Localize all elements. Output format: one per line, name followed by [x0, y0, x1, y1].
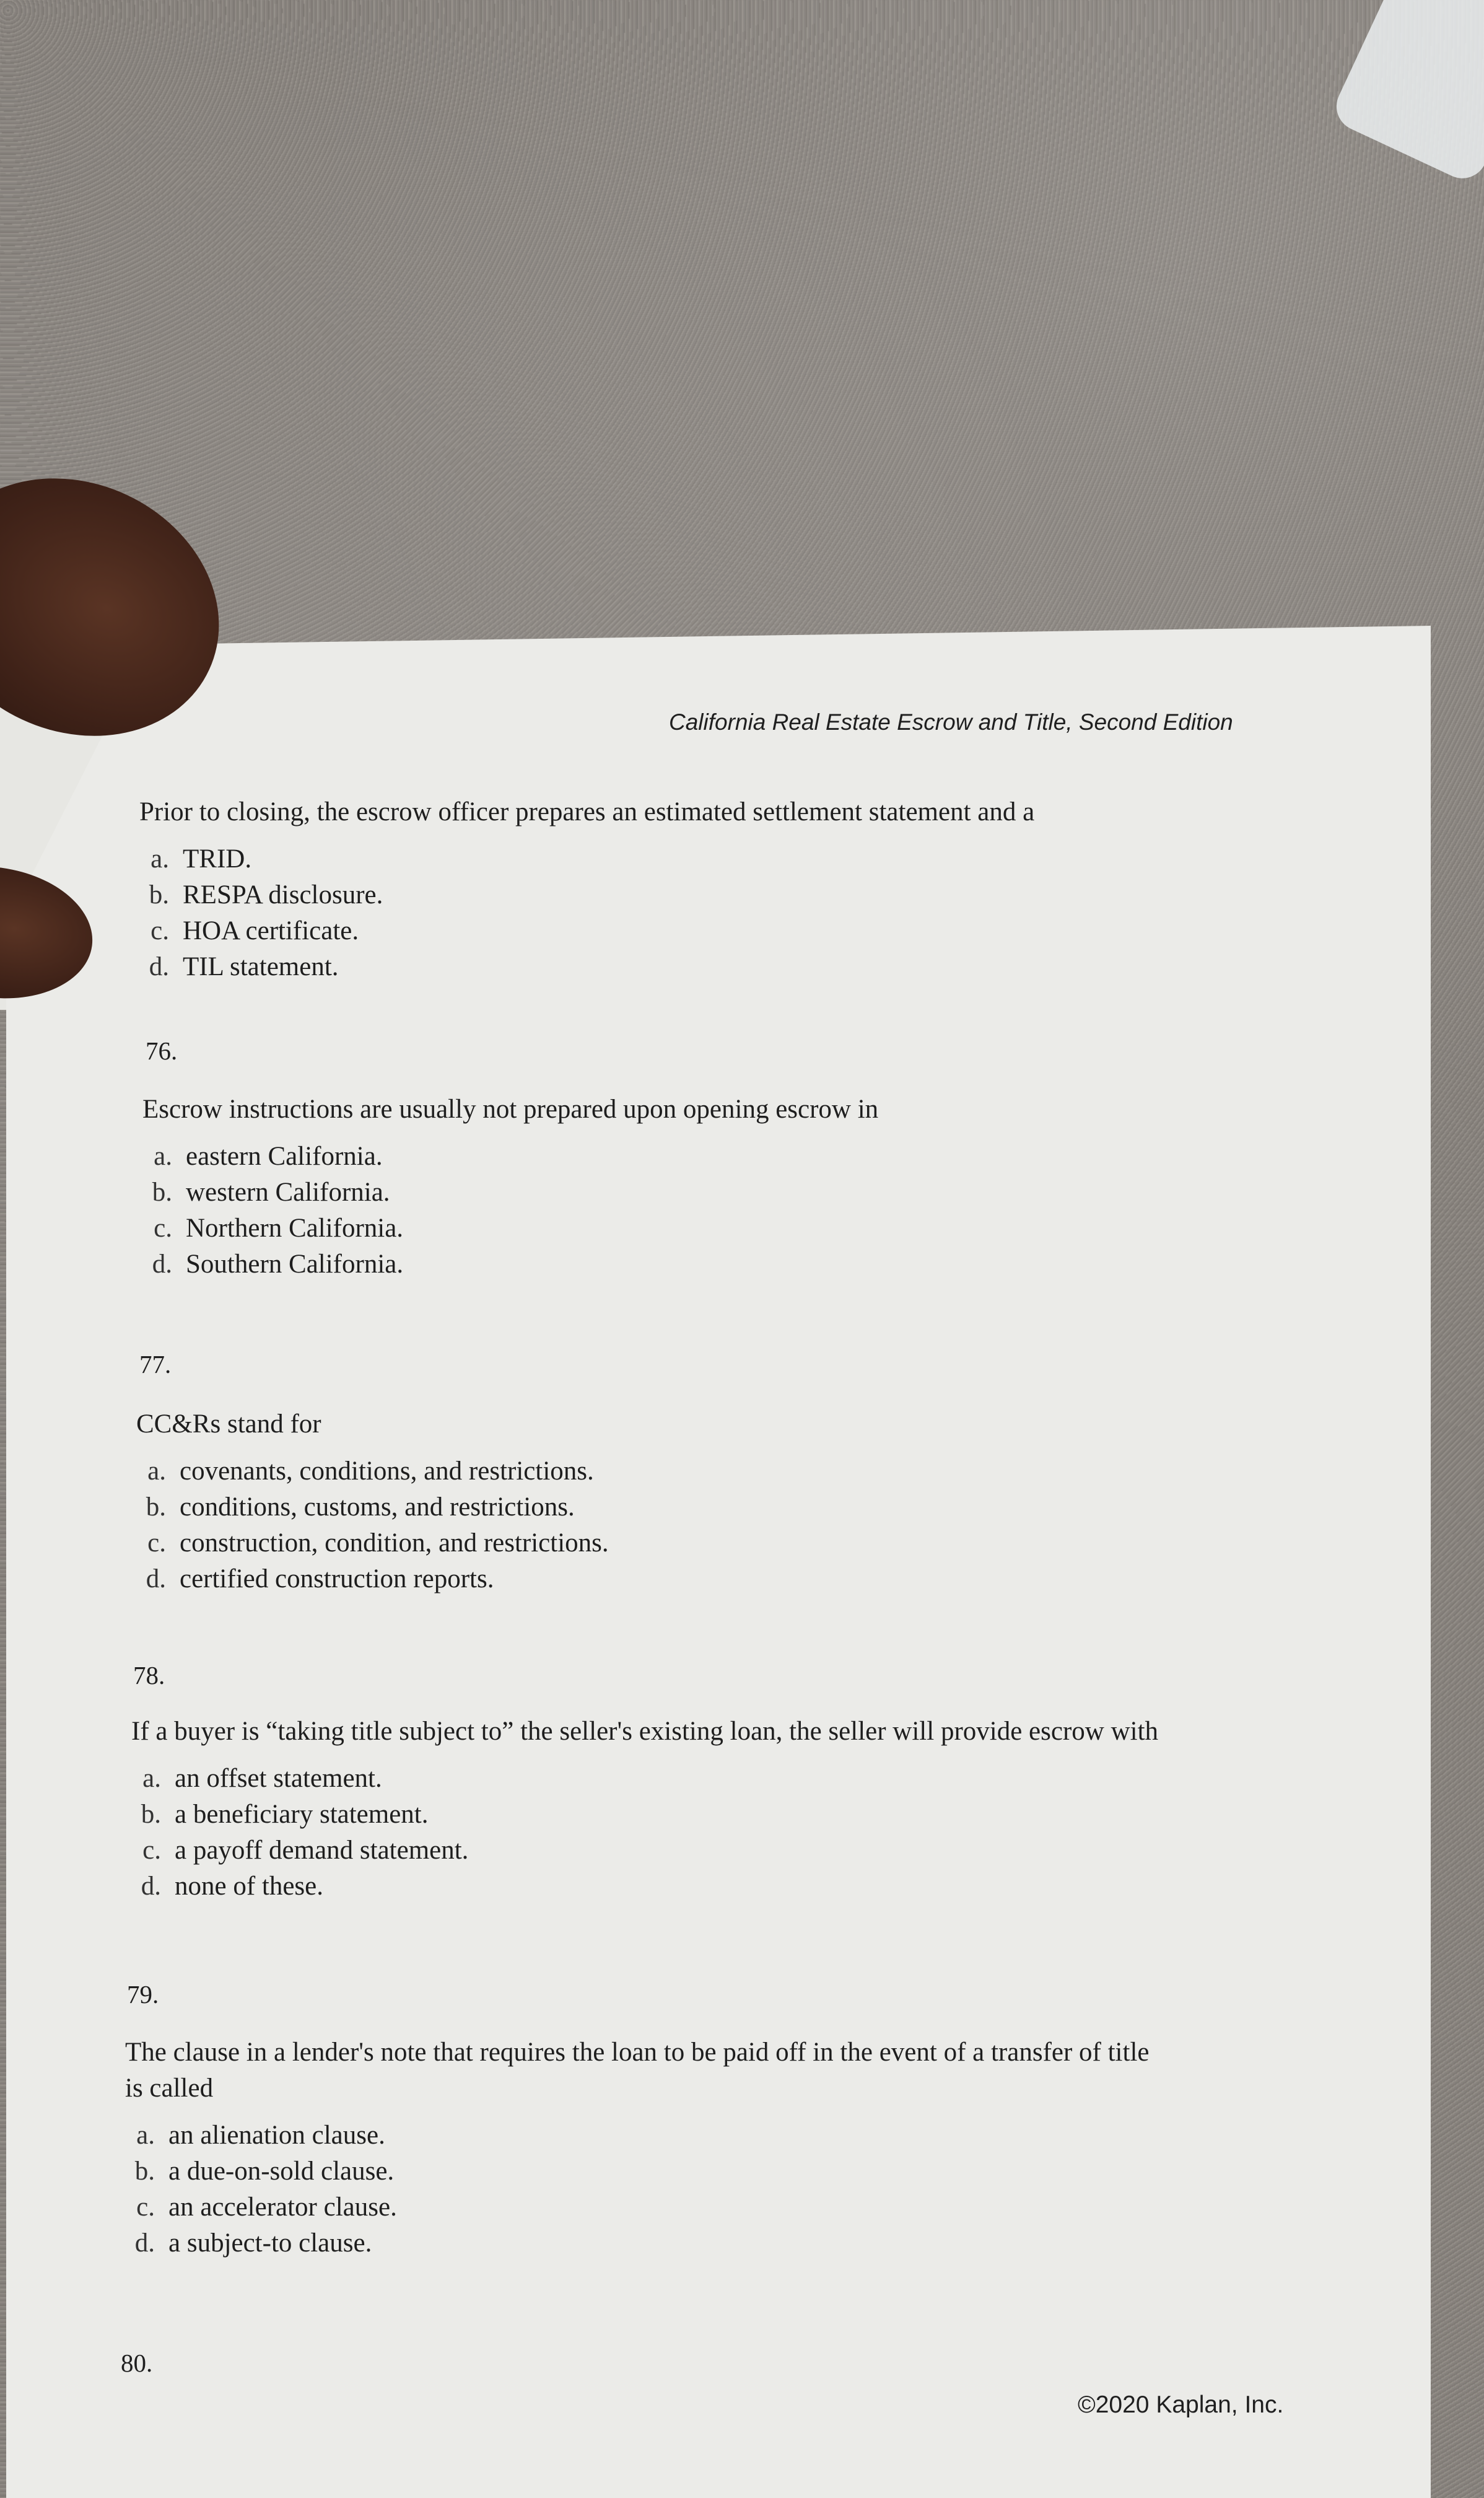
option-text: HOA certificate. [183, 916, 359, 945]
answer-option [136, 1561, 609, 1597]
option-letter: a. [151, 844, 169, 874]
background-glare [1329, 0, 1484, 186]
answer-option [131, 1761, 1158, 1797]
option-text: eastern California. [186, 1142, 383, 1171]
question-stem-line: The clause in a lender's note that requires the loan to be paid off in the event of a transfer of title [125, 2038, 1150, 2067]
answer-option [136, 1453, 609, 1489]
option-letter: d. [152, 1250, 172, 1279]
answer-option [142, 1175, 878, 1211]
answer-option [142, 1247, 878, 1282]
option-text: an alienation clause. [168, 2121, 385, 2150]
option-text: a subject-to clause. [168, 2228, 372, 2258]
option-letter: d. [141, 1872, 161, 1901]
option-letter: b. [152, 1178, 172, 1207]
answer-options [131, 1761, 1158, 1904]
question-stem: Prior to closing, the escrow officer prepares an estimated settlement statement and a [139, 797, 1035, 826]
option-text: a beneficiary statement. [175, 1800, 429, 1829]
answer-option [139, 949, 1034, 985]
option-text: Northern California. [186, 1214, 404, 1243]
option-letter: b. [146, 1492, 166, 1522]
option-text: Southern California. [186, 1250, 404, 1279]
option-letter: d. [146, 1564, 166, 1593]
answer-option [125, 2225, 1149, 2261]
option-text: an offset statement. [175, 1764, 382, 1793]
option-letter: b. [134, 2157, 155, 2186]
option-letter: a. [136, 2121, 155, 2150]
question-number: 76. [146, 1036, 178, 1065]
question-block [136, 1406, 609, 1597]
question-block [131, 1714, 1158, 1904]
answer-options [136, 1453, 609, 1597]
question-number: 77. [139, 1350, 172, 1378]
option-letter: d. [149, 952, 169, 981]
page-footer-copyright: ©2020 Kaplan, Inc. [1078, 2391, 1284, 2418]
question-number: 79. [127, 1980, 159, 2009]
answer-options [139, 841, 1034, 985]
option-text: a due-on-sold clause. [168, 2157, 395, 2186]
option-text: TIL statement. [183, 952, 339, 981]
question-block [125, 2035, 1149, 2261]
answer-options [125, 2118, 1149, 2261]
option-letter: a. [147, 1457, 166, 1486]
option-letter: c. [142, 1836, 161, 1865]
option-letter: b. [149, 880, 169, 909]
option-text: an accelerator clause. [168, 2193, 397, 2222]
question-stem: Escrow instructions are usually not prepared upon opening escrow in [142, 1095, 879, 1124]
question-number: 78. [133, 1661, 165, 1689]
answer-option [125, 2118, 1149, 2154]
option-text: covenants, conditions, and restrictions. [180, 1457, 594, 1486]
answer-option [139, 913, 1034, 949]
answer-option [125, 2154, 1149, 2189]
question-number: 80. [121, 2349, 153, 2377]
option-letter: c. [147, 1528, 166, 1558]
answer-option [142, 1211, 878, 1247]
answer-option [131, 1797, 1158, 1833]
option-letter: d. [134, 2228, 155, 2258]
answer-option [139, 877, 1034, 913]
option-text: conditions, customs, and restrictions. [180, 1492, 575, 1522]
answer-option [142, 1139, 878, 1175]
question-block [142, 1092, 878, 1282]
question-block [139, 794, 1034, 985]
option-text: TRID. [183, 844, 252, 874]
answer-option [139, 841, 1034, 877]
option-letter: c. [136, 2193, 155, 2222]
answer-options [142, 1139, 878, 1282]
question-stem: CC&Rs stand for [136, 1409, 321, 1439]
option-text: construction, condition, and restrictions. [180, 1528, 609, 1558]
option-text: western California. [186, 1178, 390, 1207]
answer-option [131, 1833, 1158, 1869]
option-text: a payoff demand statement. [175, 1836, 469, 1865]
question-stem-line: is called [125, 2074, 214, 2103]
option-letter: c. [154, 1214, 172, 1243]
option-text: none of these. [175, 1872, 324, 1901]
question-stem: If a buyer is “taking title subject to” the seller's existing loan, the seller will provide escrow with [131, 1717, 1159, 1746]
answer-option [136, 1489, 609, 1525]
option-letter: a. [142, 1764, 161, 1793]
answer-option [136, 1525, 609, 1561]
option-letter: a. [154, 1142, 172, 1171]
option-letter: b. [141, 1800, 161, 1829]
option-text: certified construction reports. [180, 1564, 494, 1593]
answer-option [125, 2189, 1149, 2225]
option-text: RESPA disclosure. [183, 880, 383, 909]
answer-option [131, 1869, 1158, 1904]
running-header: California Real Estate Escrow and Title, Second Edition [669, 709, 1233, 735]
option-letter: c. [151, 916, 169, 945]
